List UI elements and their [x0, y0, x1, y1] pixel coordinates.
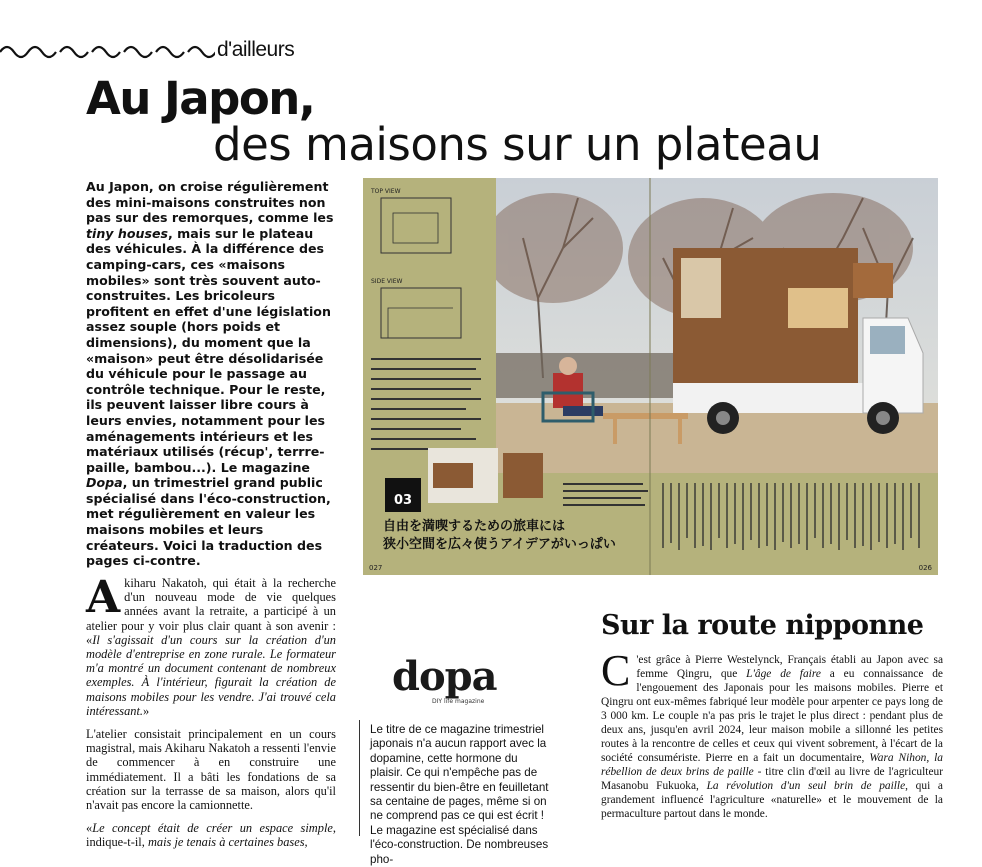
page-number-left: 027 — [369, 564, 383, 572]
logo-tagline: DIY life magazine — [432, 698, 485, 705]
drop-cap: A — [86, 572, 121, 623]
spread-caption-line2: 狭小空間を広々使うアイデアがいっぱい — [383, 537, 616, 552]
paragraph-1 — [86, 572, 336, 718]
section-heading: Sur la route nipponne — [601, 610, 924, 641]
p3-mid: , indique-t-il, — [86, 821, 336, 850]
lead-text-2: , mais sur le plateau des véhicules. À la différence des camping-cars, ces «maisons mobiles» sont très souvent auto-construites. Les bricoleurs profitent en effet d'une législation assez souple (hors poids et dimensions), du moment que la «maison» peut être désolidarisée du véhicule pour le passage au contrôle technique. Pour le reste, ils peuvent laisser libre cours à leurs envies, notamment pour les aménagements intérieurs et les matériaux utilisés (récup', terrre-paille, bambou...). Le magazine — [86, 225, 331, 475]
c-italic-2: Wara Nihon, la rébellion de deux brins de paille — [601, 752, 943, 778]
lead-italic-1: tiny houses — [86, 225, 169, 241]
c-text-3: - titre clin d'œil au livre de l'agriculteur Masanobu Fukuoka, — [601, 766, 943, 792]
article-column-1 — [86, 572, 336, 859]
paragraph-3 — [86, 821, 336, 849]
lead-italic-2: Dopa — [86, 475, 123, 491]
article-lead — [86, 179, 334, 569]
magazine-spread-photo — [363, 178, 938, 575]
p3-quote-2: mais je tenais à certaines bases, — [147, 835, 308, 850]
drop-cap-c: C — [601, 646, 631, 695]
diagram-label-top: TOP VIEW — [371, 188, 401, 195]
p3-open: « — [86, 821, 93, 836]
badge-number: 03 — [393, 493, 413, 508]
lead-text-1: Au Japon, on croise régulièrement des mini-maisons construites non pas sur des remorques, comme les — [86, 179, 334, 226]
page-title-line2: des maisons sur un plateau — [213, 118, 822, 171]
c-text-4: , qui a grandement influencé l'agriculture «naturelle» et le mouvement de la permaculture partout dans le monde. — [601, 780, 943, 820]
c-text-2: a eu connaissance de l'engouement des Japonais pour les maisons mobiles. Pierre et Qingru ont eux-mêmes fabriqué leur modèle pour arpenter ce pays long de 3 000 km. Le couple n'a pas pris le trajet le plus direct : pendant plus de deux ans, jusqu'en avril 2024, leur maison mobile a sillonné les petites routes à la rencontre de celles et ceux qui vivent sobrement, à l'écart de la société consumériste. Pierre en a fait un documentaire, — [601, 668, 943, 764]
c-italic-3: La révolution d'un seul brin de paille — [706, 780, 906, 792]
c-italic-1: L'âge de faire — [746, 668, 821, 680]
page-title-line1: Au Japon, — [86, 72, 315, 125]
wave-ornament-icon — [0, 38, 215, 60]
logo-word: dopa — [392, 653, 497, 700]
p3-quote: Le concept était de créer un espace simple — [92, 821, 333, 836]
diagram-label-side: SIDE VIEW — [371, 278, 403, 285]
article-column-3 — [601, 646, 943, 821]
sidebar-rule — [359, 720, 360, 836]
p1-quote: Il s'agissait d'un cours sur la création d'un modèle d'entreprise en zone rurale. Le formateur m'a montré un document contenant de nombreux exemples. À l'intérieur, figurait la création de maisons mobiles pour les vendre. J'ai trouvé cela intéressant. — [86, 632, 336, 718]
section-rubric: d'ailleurs — [217, 38, 295, 61]
sidebar-text: Le titre de ce magazine trimestriel japonais n'a aucun rapport avec la dopamine, cette hormone du plaisir. Ce qui n'empêche pas de ressentir du bien-être en feuilletant sa centaine de pages, même si on ne comprend pas ce qui est écrit ! Le magazine est spécialisé dans l'éco-construction. De nombreuses pho- — [370, 723, 549, 866]
page-number-right: 026 — [918, 564, 932, 572]
lead-text-3: , un trimestriel grand public spécialisé dans l'éco-construction, met régulièrement en valeur les maisons mobiles et leurs créateurs. Voici la traduction des pages ci-contre. — [86, 475, 331, 569]
dopa-logo — [392, 653, 502, 716]
p1-end: » — [143, 703, 150, 718]
p1-text: kiharu Nakatoh, qui était à la recherche d'un nouveau mode de vie quelques années avant la retraite, a participé à un atelier pour y voir plus clair quant à son avenir : « — [86, 576, 336, 647]
spread-caption-line1: 自由を満喫するための旅車には — [383, 519, 566, 534]
spread-illustration — [363, 178, 938, 575]
c-text-1: 'est grâce à Pierre Westelynck, Français établi au Japon avec sa femme Qingru, que — [636, 654, 943, 680]
paragraph-2: L'atelier consistait principalement en un cours magistral, mais Akiharu Nakatoh a ressenti l'envie de commencer à en construire une immédiatement. Il a bâti les fondations de sa création sur la terrasse de sa maison, alors qu'il n'avait pas encore la camionnette. — [86, 727, 336, 813]
